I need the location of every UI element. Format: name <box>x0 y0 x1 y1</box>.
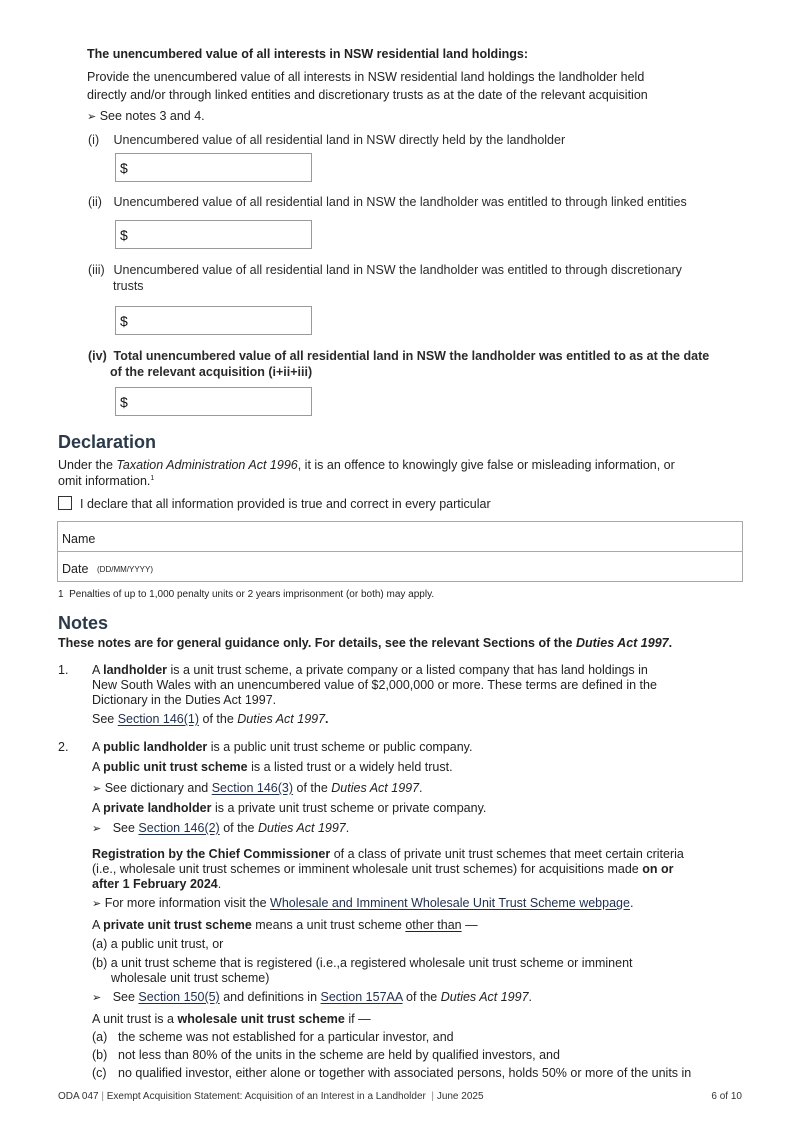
note-2-e-pre: See <box>112 821 139 835</box>
notes-subtitle-post: . <box>668 636 673 650</box>
footer-sep: | <box>101 1091 104 1102</box>
footer-sep: | <box>428 1091 435 1102</box>
note-2-a <box>92 740 472 754</box>
item-i-num: (i) <box>88 133 100 147</box>
list-item <box>92 1066 691 1080</box>
note-2-i-pre: See <box>112 990 139 1004</box>
note-2-e-mid: of the <box>219 821 258 835</box>
note-2-b-post: is a listed trust or a widely held trust. <box>247 760 453 774</box>
arrow-icon: ➢ <box>92 783 102 795</box>
item-iv-text: Total unencumbered value of all residential land in NSW the landholder was entitled to as at the date <box>113 349 710 363</box>
date-hint: (DD/MM/YYYY) <box>97 565 153 574</box>
note-2-c-post: . <box>419 781 423 795</box>
note-2-f-l2: (i.e., wholesale unit trust schemes or imminent wholesale unit trust schemes) for acquisitions made <box>92 862 643 876</box>
section-146-2-link[interactable]: Section 146(2) <box>138 821 220 835</box>
note-2-g <box>92 896 633 910</box>
section-146-3-link[interactable]: Section 146(3) <box>211 781 294 795</box>
section-157aa-link[interactable]: Section 157AA <box>320 990 403 1004</box>
note-2-hb-line1: (b) a unit trust scheme that is registered (i.e.,a registered wholesale unit trust scheme or imminent <box>92 956 633 970</box>
notes-subtitle-pre: These notes are for general guidance only. For details, see the relevant Sections of the <box>58 636 576 650</box>
notes-title: Notes <box>58 613 109 633</box>
note-2-ha: (a) a public unit trust, or <box>92 937 224 951</box>
footer-title: Exempt Acquisition Statement: Acquisition of an Interest in a Landholder <box>106 1091 426 1102</box>
note-2-e <box>92 821 349 835</box>
note-2-f-post: of a class of private unit trust schemes that meet certain criteria <box>330 847 684 861</box>
note-1-see-pre: See <box>92 712 118 726</box>
declaration-text-pre: Under the <box>58 458 117 472</box>
item-i-label <box>88 133 565 147</box>
arrow-icon: ➢ <box>87 111 97 123</box>
item-iv-num: (iv) <box>88 349 107 363</box>
declaration-text-post: , it is an offence to knowingly give false or misleading information, or <box>297 458 675 472</box>
list-marker: (b) <box>92 1048 108 1062</box>
declaration-text-line2 <box>58 474 154 488</box>
note-2-h-mid: means a unit trust scheme <box>251 918 406 932</box>
item-iv-input[interactable] <box>115 387 312 416</box>
currency-symbol: $ <box>120 394 128 410</box>
note-2-j <box>92 1012 371 1026</box>
note-2-other-than: other than <box>405 918 462 932</box>
note-2-c <box>92 781 423 795</box>
note-2-d <box>92 801 486 815</box>
note-1-see-act: Duties Act 1997 <box>237 712 326 726</box>
note-2-i-act: Duties Act 1997 <box>440 990 529 1004</box>
item-ii-label <box>88 195 687 209</box>
item-iii-input[interactable] <box>115 306 312 335</box>
note-2-private-unit-trust: private unit trust scheme <box>103 918 252 932</box>
list-marker: (a) <box>92 1030 108 1044</box>
currency-symbol: $ <box>120 313 128 329</box>
note-2-hb-line2: wholesale unit trust scheme) <box>111 971 270 985</box>
arrow-icon: ➢ <box>92 898 102 910</box>
note-2-public-unit-trust: public unit trust scheme <box>103 760 248 774</box>
note-2-b-pre: A <box>92 760 104 774</box>
name-label: Name <box>62 532 96 546</box>
item-iv-label <box>88 349 709 363</box>
note-1-num: 1. <box>58 663 69 677</box>
note-1-l1c: is a unit trust scheme, a private company or a listed company that has land holdings in <box>167 663 648 677</box>
arrow-icon: ➢ <box>92 992 102 1004</box>
declaration-act: Taxation Administration Act 1996 <box>116 458 298 472</box>
note-2-d-pre: A <box>92 801 104 815</box>
note-2-public-landholder: public landholder <box>103 740 208 754</box>
list-item <box>92 1048 560 1062</box>
note-2-num: 2. <box>58 740 69 754</box>
notes-subtitle <box>58 636 672 650</box>
list-text: no qualified investor, either alone or together with associated persons, holds 50% or more of the units in <box>118 1066 692 1080</box>
note-2-c-act: Duties Act 1997 <box>331 781 420 795</box>
note-2-h-pre: A <box>92 918 104 932</box>
item-ii-text: Unencumbered value of all residential land in NSW the landholder was entitled to through linked entities <box>113 195 687 209</box>
note-2-c-mid: of the <box>293 781 332 795</box>
declaration-line2-text: omit information. <box>58 474 151 488</box>
note-2-j-post: if — <box>344 1012 371 1026</box>
note-2-d-post: is a private unit trust scheme or private company. <box>211 801 487 815</box>
declare-checkbox-label: I declare that all information provided is true and correct in every particular <box>80 497 491 511</box>
list-text: the scheme was not established for a particular investor, and <box>118 1030 454 1044</box>
note-2-f-l3-post: . <box>217 877 222 891</box>
note-2-f-line2 <box>92 862 673 876</box>
footer <box>58 1091 484 1102</box>
note-2-h <box>92 918 478 932</box>
note-2-j-pre: A unit trust is a <box>92 1012 178 1026</box>
currency-symbol: $ <box>120 160 128 176</box>
note-2-b <box>92 760 453 774</box>
note-2-registration: Registration by the Chief Commissioner <box>92 847 331 861</box>
note-2-a-post: is a public unit trust scheme or public company. <box>207 740 473 754</box>
currency-symbol: $ <box>120 227 128 243</box>
declaration-text <box>58 458 675 472</box>
see-notes-text: See notes 3 and 4. <box>99 109 205 123</box>
footer-date: June 2025 <box>436 1091 484 1102</box>
note-1-see <box>92 712 329 726</box>
list-item <box>92 1030 454 1044</box>
note-2-g-pre: For more information visit the <box>104 896 271 910</box>
note-1-line3: Dictionary in the Duties Act 1997. <box>92 693 277 707</box>
item-iii-text: Unencumbered value of all residential land in NSW the landholder was entitled to through discretionary <box>113 263 682 277</box>
note-2-a-pre: A <box>92 740 104 754</box>
land-intro-line1: Provide the unencumbered value of all interests in NSW residential land holdings the landholder held <box>87 70 645 84</box>
note-2-h-post: — <box>461 918 478 932</box>
note-2-f-line3 <box>92 877 221 891</box>
note-2-f-l3-bold: after 1 February 2024 <box>92 877 218 891</box>
page-number: 6 of 10 <box>711 1091 742 1102</box>
name-field[interactable] <box>57 521 743 552</box>
item-ii-num: (ii) <box>88 195 102 209</box>
note-2-i <box>92 990 532 1004</box>
note-2-i-mid: and definitions in <box>219 990 321 1004</box>
section-150-5-link[interactable]: Section 150(5) <box>138 990 220 1004</box>
date-label: Date <box>62 562 89 576</box>
note-1-line1 <box>92 663 648 677</box>
note-1-landholder: landholder <box>103 663 168 677</box>
note-2-i-mid2: of the <box>402 990 441 1004</box>
note-2-f-l2-bold: on or <box>642 862 674 876</box>
item-i-text: Unencumbered value of all residential land in NSW directly held by the landholder <box>113 133 566 147</box>
arrow-icon: ➢ <box>92 823 102 835</box>
note-2-g-post: . <box>629 896 634 910</box>
declaration-title: Declaration <box>58 432 157 452</box>
note-1-line2: New South Wales with an unencumbered value of $2,000,000 or more. These terms are defined in the <box>92 678 657 692</box>
date-field[interactable] <box>57 551 743 582</box>
note-2-e-post: . <box>345 821 350 835</box>
note-2-wholesale-unit-trust: wholesale unit trust scheme <box>177 1012 345 1026</box>
note-1-l1a: A <box>92 663 104 677</box>
item-iii-num: (iii) <box>88 263 105 277</box>
item-iii-label <box>88 263 682 277</box>
footer-code: ODA 047 <box>58 1091 99 1102</box>
note-2-i-post: . <box>528 990 533 1004</box>
wholesale-webpage-link[interactable]: Wholesale and Imminent Wholesale Unit Trust Scheme webpage <box>270 896 630 910</box>
note-1-see-post: . <box>325 712 329 726</box>
note-2-c-pre: See dictionary and <box>104 781 212 795</box>
list-marker: (c) <box>92 1066 107 1080</box>
penalty-footnote: 1 Penalties of up to 1,000 penalty units or 2 years imprisonment (or both) may apply. <box>58 589 435 600</box>
item-iv-label-line2: of the relevant acquisition (i+ii+iii) <box>110 365 313 379</box>
notes-subtitle-act: Duties Act 1997 <box>575 636 669 650</box>
section-146-1-link[interactable]: Section 146(1) <box>117 712 200 726</box>
land-heading: The unencumbered value of all interests in NSW residential land holdings: <box>87 47 529 61</box>
note-2-e-act: Duties Act 1997 <box>257 821 346 835</box>
item-iii-label-line2: trusts <box>113 279 144 293</box>
note-1-see-mid: of the <box>199 712 238 726</box>
note-2-private-landholder: private landholder <box>103 801 212 815</box>
declare-checkbox[interactable] <box>58 496 72 510</box>
item-ii-input[interactable] <box>115 220 312 249</box>
land-intro-line2: directly and/or through linked entities and discretionary trusts as at the date of the relevant acquisition <box>87 88 648 102</box>
footnote-mark: 1 <box>150 474 155 482</box>
see-notes-line <box>87 109 205 123</box>
list-text: not less than 80% of the units in the scheme are held by qualified investors, and <box>118 1048 560 1062</box>
item-i-input[interactable] <box>115 153 312 182</box>
note-2-f-line1 <box>92 847 684 861</box>
